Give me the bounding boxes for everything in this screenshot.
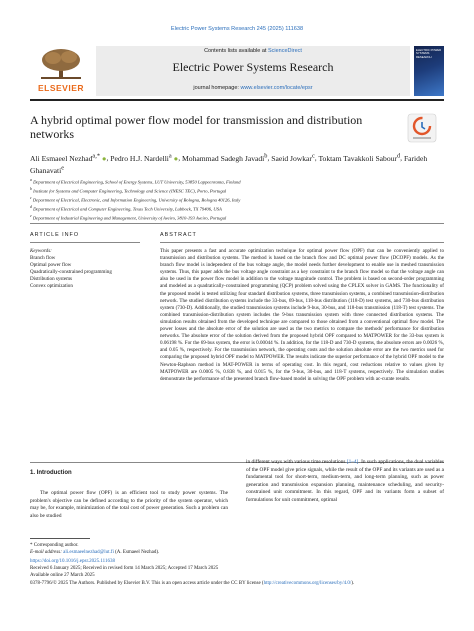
elsevier-tree-icon (39, 48, 83, 80)
header-divider (30, 99, 444, 101)
journal-homepage-line: journal homepage: www.elsevier.com/locate/epsr (193, 85, 313, 91)
article-info-rule (30, 242, 140, 243)
keyword: Optimal power flow (30, 262, 72, 269)
keywords-block (30, 248, 140, 291)
check-for-updates-icon[interactable] (407, 113, 437, 143)
orcid-icon[interactable]: ● (101, 153, 107, 163)
article-title: A hybrid optimal power flow model for transmission and distribution networks (30, 113, 363, 141)
license-link[interactable]: http://creativecommons.org/licenses/by/4.0/ (263, 580, 352, 586)
abstract-text: This paper presents a fast and accurate optimization technique for optimal power flow (OPF) that can be conveniently applied to transmission and distribution systems. The method is based on the branch flow and DC optimal power flow (DCOPF) models. As the branch flow model is independent of the bus voltage angle, the model needs further development to enable use in meshed transmission systems. Thus, this paper adds the bus voltage angle constraint as a key constraint to the branch flow model so that the voltage angle can also be used in the power flow model in addition to the voltage magnitude control. The problem is based on second-order programming and modeled as a quadratically-constrained programming (QCP) problem solved using the CPLEX solver in GAMS. The functionality of the proposed model is tested utilizing four standard distribution systems, three transmission systems, a combined transmission-distribution network. The studied distribution systems include the 33-bus, 69-bus, 118-bus distribution (118-D) test systems, and 730-bus distribution system (730-D). Additionally, the studied transmission systems include 9-bus, 30-bus, and 118-bus transmission (118-T) test systems. The combined transmission-distribution system includes the 9-bus transmission system with three connected distribution systems. The simulation results obtained from the developed technique are compared to those obtained from a conventional optimal flow model. The power losses and the absolute error of the solution are used as the two metrics to compare the methods' performance for distribution networks. The absolute error of the solution derived from the proposed hybrid OPF compared to MATPOWER for the 33-bus system is 0.06198 %. For the 69-bus system, the error is 0.00044 %. In addition, for the 118-D and 730-D systems, the absolute errors are 0.0026 %, and 0.05 %, respectively. For the transmission network, the operating costs and the solution absolute error are the two metrics used for comparing the proposed hybrid OPF model to MATPOWER. The results indicate the superior performance of the hybrid OPF model to the Newton-Raphson method in MAT-POWER in terms of operating cost. In this regard, cost reductions relative to values given by MATPOWER are 0.0005 %, 0.838 %, and 0.015 %, for the 9-bus, 30-bus, and 118-T systems, respectively. The simulation studies demonstrate the performance of the presented branch flow-based model in solving the OPF problem with ac-curate results. (160, 248, 444, 382)
author[interactable]: Saeid Jowkar$^c$ (271, 152, 315, 163)
citation-link[interactable]: [1–4] (346, 459, 359, 465)
footnote-rule (30, 538, 90, 539)
footnotes (30, 542, 444, 556)
introduction-heading: 1. Introduction (30, 470, 72, 476)
keywords-label: Keywords: (30, 248, 52, 254)
masthead-center (96, 46, 410, 96)
keyword: Branch flow (30, 255, 56, 262)
author-list: Ali Esmaeel Nezhad$^{a,*}$ ●, Pedro H.J. Nardelli$^a$ ●, Mohammad Sadegh Javadi$^b$, Saeid Jowkar$^c$, Toktam Tavakkoli Sabour$^d$, Farideh Ghanavati$^e$ (30, 152, 428, 175)
author[interactable]: Pedro H.J. Nardelli$^a$ ● (110, 152, 179, 163)
author-sup: c (311, 152, 315, 159)
available-online: Available online 27 March 2025 (30, 573, 95, 579)
author[interactable]: Mohammad Sadegh Javadi$^b$ (182, 152, 268, 163)
homepage-link[interactable]: www.elsevier.com/locate/epsr (240, 85, 313, 91)
elsevier-wordmark: ELSEVIER (37, 83, 85, 93)
journal-cover-image[interactable] (414, 46, 444, 96)
keyword: Convex optimization (30, 283, 73, 290)
abstract-heading: ABSTRACT (160, 232, 197, 238)
orcid-icon[interactable]: ● (173, 153, 179, 163)
author-sup: a,* (92, 152, 100, 159)
keyword: Distribution systems (30, 276, 73, 283)
affiliations (30, 177, 444, 222)
license-line: 0378-7796/© 2025 The Authors. Published by Elsevier B.V. This is an open access article under the CC BY license (http://creativecommons.org/licenses/by/4.0/). (30, 580, 355, 586)
affiliation: $^a$ Department of Electrical Engineering, School of Energy Systems, LUT University, 53850 Lappeenranta, Finland (30, 178, 241, 185)
cover-title: ELECTRIC POWER SYSTEMS RESEARCH (416, 48, 442, 59)
author-sup: d (396, 152, 401, 159)
contents-line: Contents lists available at ScienceDirect (204, 48, 302, 54)
received-dates: Received 6 January 2025; Received in revised form 14 March 2025; Accepted 17 March 2025 (30, 566, 219, 572)
author[interactable]: Ali Esmaeel Nezhad$^{a,*}$ ● (30, 152, 107, 163)
doi-link[interactable]: https://doi.org/10.1016/j.epsr.2025.111638 (30, 559, 115, 564)
author-sup: e (61, 164, 65, 172)
abstract-rule (160, 242, 444, 243)
running-header[interactable]: Electric Power Systems Research 245 (2025) 111638 (170, 26, 304, 32)
affiliation: $^d$ Department of Electrical and Computer Engineering, Texas Tech University, Lubbock, TX 79406, USA (30, 204, 222, 212)
intro-right-column: in different ways with various time resolutions [1–4]. In such applications, the dual variables of the OPF model give price signals, while the result of the OPF and its variants are used as a fundamental tool for short-term, medium-term, and long-term planning, such as power generation and transmission expansion planning, maintenance scheduling, and security-constrained unit commitment. In this regard, OPF and its variants form a subset of formulations for unit commitment, optimal (246, 459, 444, 503)
author-sup: a (168, 152, 172, 159)
affiliation: $^e$ Department of Industrial Engineering and Management, University of Aveiro, 3810-193 Aveiro, Portugal (30, 213, 227, 221)
email-line: E-mail address: ali.esmaeelnezhad@lut.fi (A. Esmaeel Nezhad). (30, 550, 160, 556)
article-info-heading: ARTICLE INFO (30, 232, 80, 238)
journal-masthead (30, 46, 444, 96)
affiliation: $^c$ Department of Electrical, Electronic, and Information Engineering, University of Bologna, Bologna 40126, Italy (30, 195, 241, 203)
corresponding-author-note: * Corresponding author. (30, 543, 79, 548)
author-sup: b (264, 152, 268, 159)
affiliation: $^b$ Institute for Systems and Computer Engineering, Technology and Science (INESC TEC), Porto, Portugal (30, 186, 227, 194)
intro-left-column: The optimal power flow (OPF) is an efficient tool to study power systems. The problem's objective can be defined according to the priority of the system operator, which may be, for example, minimization of the total cost of power generation. Such a problem can also be studied (30, 490, 228, 519)
publisher-logo[interactable] (30, 46, 92, 96)
author[interactable]: Toktam Tavakkoli Sabour$^d$ (318, 152, 401, 163)
email-link[interactable]: ali.esmaeelnezhad@lut.fi (63, 550, 114, 556)
section-divider (30, 223, 444, 224)
author[interactable]: Farideh Ghanavati$^e$ (30, 153, 428, 175)
journal-title: Electric Power Systems Research (172, 60, 334, 74)
sciencedirect-link[interactable]: ScienceDirect (267, 48, 302, 54)
keyword: Quadratically-constrained programming (30, 269, 112, 276)
article-meta (30, 558, 444, 587)
